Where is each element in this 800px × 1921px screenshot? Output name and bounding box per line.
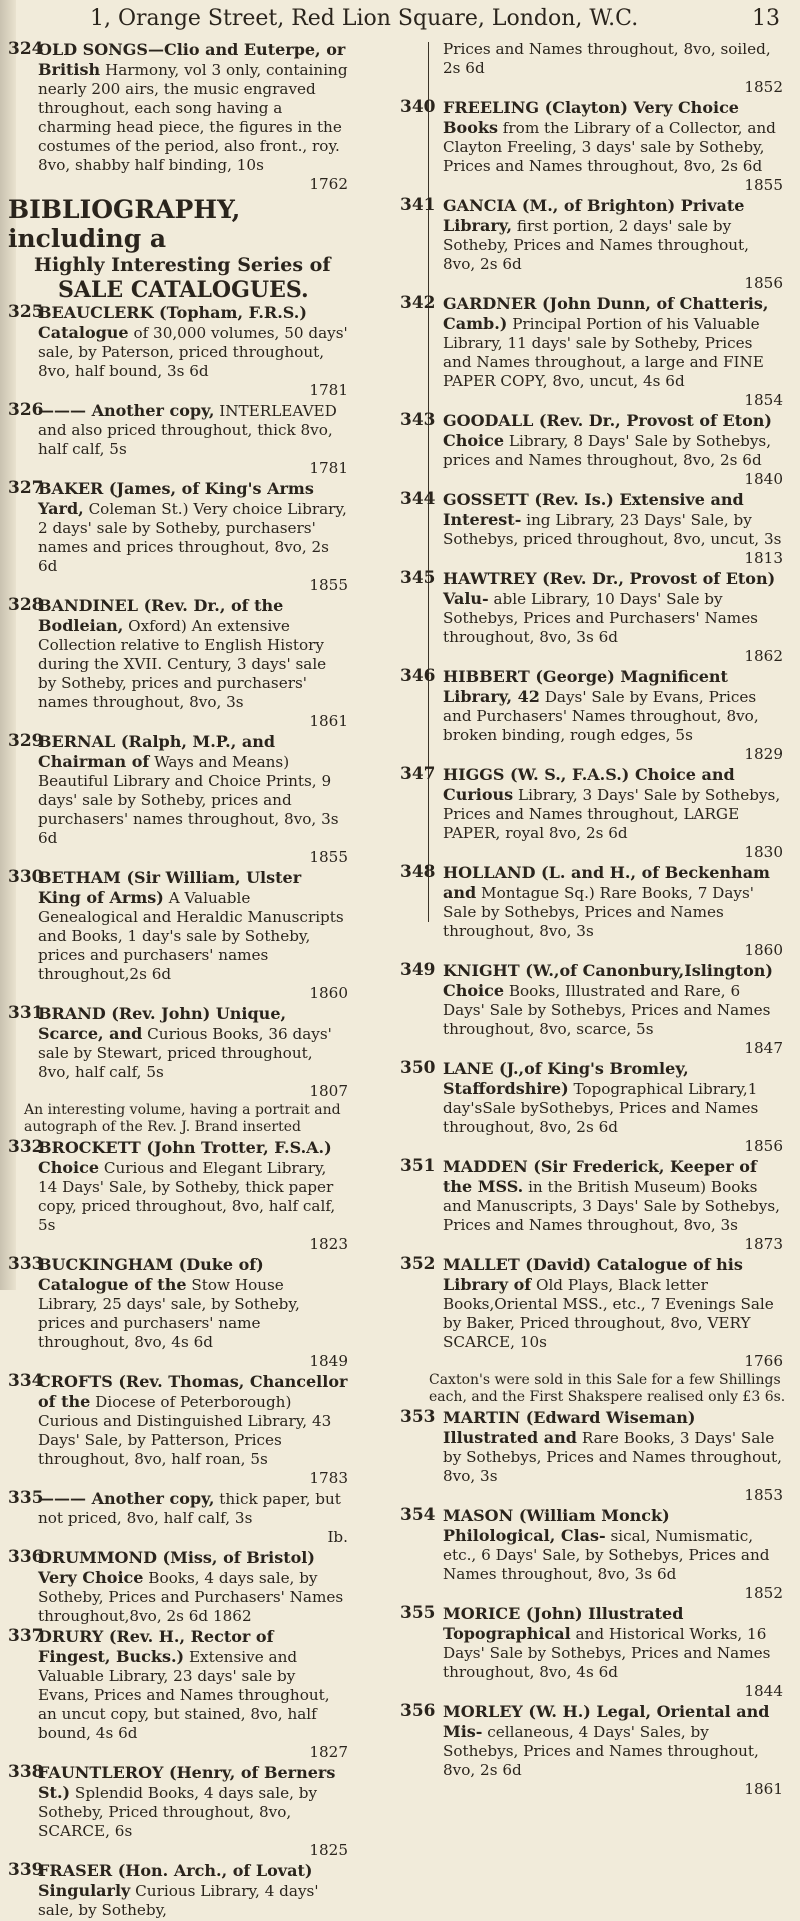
- entry-heading: HAWTREY (Rev. Dr., Provost of Eton) Valu-: [443, 569, 776, 608]
- entry-year: Ib.: [327, 1528, 348, 1546]
- catalogue-entry: [8, 732, 348, 867]
- entry-description: cellaneous, 4 Days' Sales, by Sothebys, Prices and Names throughout, 8vo, 2s 6d: [443, 1723, 759, 1779]
- catalogue-entry: [400, 666, 783, 764]
- entry-body: [443, 667, 783, 764]
- entry-description: Days' Sale by Evans, Prices and Purchasers' Names throughout, 8vo, broken binding, rough edges, 5s: [443, 688, 759, 744]
- entry-description: Rare Books, 3 Days' Sale by Sothebys, Prices and Names throughout, 8vo, 3s: [443, 1429, 782, 1485]
- entry-body: [443, 765, 783, 862]
- entry-number: 343: [400, 410, 436, 430]
- entry-heading: MARTIN (Edward Wiseman) Illustrated and: [443, 1408, 696, 1447]
- catalogue-entry: [8, 1372, 348, 1488]
- entry-heading: MORLEY (W. H.) Legal, Oriental and Mis-: [443, 1702, 770, 1741]
- catalogue-entry: [400, 1505, 783, 1603]
- entry-body: [38, 479, 348, 595]
- entry-year: 1840: [744, 470, 783, 488]
- entry-year: 1783: [309, 1469, 348, 1487]
- entry-year: 1781: [309, 381, 348, 399]
- entry-heading: ——— Another copy,: [38, 1489, 215, 1508]
- entry-year: 1852: [744, 78, 783, 96]
- entry-number: 337: [8, 1626, 44, 1646]
- entry-heading: BUCKINGHAM (Duke of) Catalogue of the: [38, 1255, 264, 1294]
- entry-number: 342: [400, 293, 436, 313]
- entry-body: [38, 1489, 348, 1547]
- page-number: 13: [752, 6, 780, 31]
- entry-description: Harmony, vol 3 only, containing nearly 200 airs, the music engraved throughout, each song having a charming head piece, the figures in the costumes of the period, also front., roy. 8vo, shabby half binding, 10s: [38, 61, 348, 174]
- entry-description: ing Library, 23 Days' Sale, by Sothebys, priced throughout, 8vo, uncut, 3s: [443, 511, 782, 548]
- entry-year: 1827: [309, 1743, 348, 1761]
- entry-number: 324: [8, 39, 44, 59]
- entry-description: Stow House Library, 25 days' sale, by Sotheby, prices and purchasers' name throughout, 8vo, 4s 6d: [38, 1276, 300, 1351]
- entry-description: from the Library of a Collector, and Clayton Freeling, 3 days' sale by Sotheby, Prices and Names throughout, 8vo, 2s 6d: [443, 119, 776, 175]
- entry-body: [443, 863, 783, 960]
- entry-heading: GOODALL (Rev. Dr., Provost of Eton) Choice: [443, 411, 772, 450]
- entry-body: [443, 196, 783, 293]
- entry-description: Ways and Means) Beautiful Library and Choice Prints, 9 days' sale by Sotheby, prices and purchasers' names throughout, 8vo, 3s 6d: [38, 753, 339, 847]
- entry-body: [443, 490, 783, 568]
- entry-year: 1854: [744, 391, 783, 409]
- entry-number: 348: [400, 862, 436, 882]
- entry-heading: MORICE (John) Illustrated Topographical: [443, 1604, 684, 1643]
- entry-heading: KNIGHT (W.,of Canonbury,Islington) Choice: [443, 961, 773, 1000]
- entry-year: 1825: [309, 1841, 348, 1859]
- entry-year: 1847: [744, 1039, 783, 1057]
- entry-heading: GARDNER (John Dunn, of Chatteris, Camb.): [443, 294, 769, 333]
- entry-heading: BAKER (James, of King's Arms Yard,: [38, 479, 314, 518]
- entry-body: [443, 98, 783, 195]
- entry-number: 328: [8, 595, 44, 615]
- entry-number: 349: [400, 960, 436, 980]
- catalogue-entry: [8, 1004, 348, 1101]
- entry-note: Caxton's were sold in this Sale for a few Shillings each, and the First Shakspere realised only £3 6s.: [429, 1372, 786, 1405]
- entry-number: 354: [400, 1505, 436, 1525]
- entry-body: [443, 1604, 783, 1701]
- entry-heading: BANDINEL (Rev. Dr., of the Bodleian,: [38, 596, 284, 635]
- entry-body: [443, 1408, 783, 1505]
- entry-body: [38, 1004, 348, 1101]
- entry-description: sical, Numismatic, etc., 6 Days' Sale, by Sothebys, Prices and Names throughout, 8vo, 3s 6d: [443, 1527, 770, 1583]
- entry-body: [443, 1702, 783, 1799]
- entry-year: 1849: [309, 1352, 348, 1370]
- entry-year: 1856: [744, 274, 783, 292]
- entry-description: A Valuable Genealogical and Heraldic Manuscripts and Books, 1 day's sale by Sotheby, prices and purchasers' names throughout,2s 6d: [38, 889, 344, 983]
- entry-number: 350: [400, 1058, 436, 1078]
- entry-description: Montague Sq.) Rare Books, 7 Days' Sale by Sothebys, Prices and Names throughout, 8vo, 3s: [443, 884, 754, 940]
- entry-heading: BEAUCLERK (Topham, F.R.S.) Catalogue: [38, 303, 307, 342]
- entry-number: 345: [400, 568, 436, 588]
- entry-heading: LANE (J.,of King's Bromley, Staffordshire): [443, 1059, 689, 1098]
- entry-body: [38, 1138, 348, 1254]
- entry-description: Books, Illustrated and Rare, 6 Days' Sale by Sothebys, Prices and Names throughout, 8vo, scarce, 5s: [443, 982, 771, 1038]
- left-column: [8, 40, 348, 1921]
- entry-description: Splendid Books, 4 days sale, by Sotheby, Priced throughout, 8vo, SCARCE, 6s: [38, 1784, 318, 1840]
- entry-heading: DRUMMOND (Miss, of Bristol) Very Choice: [38, 1548, 315, 1587]
- entry-description: Curious and Elegant Library, 14 Days' Sale, by Sotheby, thick paper copy, priced throughout, 8vo, half calf, 5s: [38, 1159, 336, 1234]
- entry-year: 1781: [309, 459, 348, 477]
- entry-body: [443, 961, 783, 1058]
- entry-description: Library, 3 Days' Sale by Sothebys, Prices and Names throughout, LARGE PAPER, royal 8vo, 2s 6d: [443, 786, 781, 842]
- entry-number: 353: [400, 1407, 436, 1427]
- entry-body: [443, 1506, 783, 1603]
- catalogue-entry: [8, 1548, 348, 1626]
- entry-body: [38, 401, 348, 478]
- catalogue-entry: [400, 960, 783, 1058]
- page-header: [90, 6, 780, 34]
- entry-heading: FRASER (Hon. Arch., of Lovat) Singularly: [38, 1861, 313, 1900]
- entry-number: 336: [8, 1547, 44, 1567]
- entry-body: [443, 294, 783, 410]
- entry-year: 1830: [744, 843, 783, 861]
- entry-year: 1813: [744, 549, 783, 567]
- catalogue-entry: [8, 1627, 348, 1762]
- catalogue-entry: [400, 410, 783, 489]
- entry-description: Curious Library, 4 days' sale, by Sotheby,: [38, 1882, 319, 1919]
- section-heading-title: BIBLIOGRAPHY, including a: [8, 195, 241, 253]
- entry-description: able Library, 10 Days' Sale by Sothebys, Prices and Purchasers' Names throughout, 8vo, 3s 6d: [443, 590, 758, 646]
- entry-year: 1862: [744, 647, 783, 665]
- entry-year: 1853: [744, 1486, 783, 1504]
- catalogue-entry: [8, 401, 348, 478]
- entry-body: [443, 411, 783, 489]
- entry-number: 351: [400, 1156, 436, 1176]
- column-divider: [428, 42, 429, 922]
- entry-number: 347: [400, 764, 436, 784]
- catalogue-entry: [400, 1058, 783, 1156]
- entry-body: [443, 1255, 783, 1371]
- entry-description: Prices and Names throughout, 8vo, soiled, 2s 6d: [443, 40, 771, 77]
- catalogue-entry: [443, 40, 783, 97]
- entry-number: 355: [400, 1603, 436, 1623]
- catalogue-entry: [8, 40, 348, 194]
- entry-heading: HIBBERT (George) Magnificent Library, 42: [443, 667, 728, 706]
- entry-body: [38, 1763, 348, 1860]
- catalogue-entry: [8, 1861, 348, 1920]
- entry-heading: MADDEN (Sir Frederick, Keeper of the MSS.: [443, 1157, 757, 1196]
- catalogue-entry: [400, 568, 783, 666]
- entry-description: thick paper, but not priced, 8vo, half calf, 3s: [38, 1490, 341, 1527]
- entry-year: 1855: [309, 576, 348, 594]
- entry-number: 344: [400, 489, 436, 509]
- entry-number: 325: [8, 302, 44, 322]
- catalogue-entry: [400, 489, 783, 568]
- entry-year: 1762: [309, 175, 348, 193]
- catalogue-entry: [8, 479, 348, 595]
- entry-body: [38, 1548, 348, 1626]
- entry-heading: DRURY (Rev. H., Rector of Fingest, Bucks.): [38, 1627, 274, 1666]
- entry-year: 1844: [744, 1682, 783, 1700]
- catalogue-entry: [8, 1763, 348, 1860]
- catalogue-entry: [8, 1489, 348, 1547]
- entry-body: [38, 732, 348, 867]
- entry-description: Principal Portion of his Valuable Library, 11 days' sale by Sotheby, Prices and Names throughout, a large and FINE PAPER COPY, 8vo, uncut, 4s 6d: [443, 315, 764, 390]
- entry-body: [38, 40, 348, 194]
- entry-description: and Historical Works, 16 Days' Sale by Sothebys, Prices and Names throughout, 8vo, 4s 6d: [443, 1625, 771, 1681]
- entry-number: 352: [400, 1254, 436, 1274]
- entry-heading: BROCKETT (John Trotter, F.S.A.) Choice: [38, 1138, 332, 1177]
- right-column: [400, 40, 786, 1800]
- entry-description: Curious Books, 36 days' sale by Stewart, priced throughout, 8vo, half calf, 5s: [38, 1025, 332, 1081]
- entry-number: 327: [8, 478, 44, 498]
- entry-number: 330: [8, 867, 44, 887]
- entry-body: [38, 303, 348, 400]
- entry-heading: BERNAL (Ralph, M.P., and Chairman of: [38, 732, 276, 771]
- entry-description: INTERLEAVED and also priced throughout, thick 8vo, half calf, 5s: [38, 402, 337, 458]
- entry-description: Topographical Library,1 day'sSale bySothebys, Prices and Names throughout, 8vo, 2s 6d: [443, 1080, 759, 1136]
- entry-heading: MASON (William Monck) Philological, Clas-: [443, 1506, 670, 1545]
- entry-heading: BETHAM (Sir William, Ulster King of Arms): [38, 868, 302, 907]
- entry-note: An interesting volume, having a portrait and autograph of the Rev. J. Brand inserted: [24, 1102, 341, 1135]
- entry-number: 341: [400, 195, 436, 215]
- entry-body: [443, 1157, 783, 1254]
- catalogue-entry: [400, 1156, 783, 1254]
- entry-description: Library, 8 Days' Sale by Sothebys, prices and Names throughout, 8vo, 2s 6d: [443, 432, 772, 469]
- entry-heading: OLD SONGS—Clio and Euterpe, or British: [38, 40, 346, 79]
- entry-year: 1860: [309, 984, 348, 1002]
- entry-body: [38, 596, 348, 731]
- entry-year: 1873: [744, 1235, 783, 1253]
- entry-heading: FAUNTLEROY (Henry, of Berners St.): [38, 1763, 336, 1802]
- entry-number: 346: [400, 666, 436, 686]
- entry-body: [443, 40, 783, 97]
- entry-description: Extensive and Valuable Library, 23 days' sale by Evans, Prices and Names throughout, an uncut copy, but stained, 8vo, half bound, 4s 6d: [38, 1648, 330, 1742]
- header-title: 1, Orange Street, Red Lion Square, London, W.C.: [90, 6, 639, 31]
- entry-body: [38, 1861, 348, 1920]
- catalogue-entry: [400, 764, 783, 862]
- entry-year: 1829: [744, 745, 783, 763]
- entry-description: of 30,000 volumes, 50 days' sale, by Paterson, priced throughout, 8vo, half bound, 3s 6d: [38, 324, 348, 380]
- entry-heading: CROFTS (Rev. Thomas, Chancellor of the: [38, 1372, 348, 1411]
- section-heading-subtitle-2: SALE CATALOGUES.: [58, 277, 309, 303]
- entry-description: Coleman St.) Very choice Library, 2 days' sale by Sotheby, purchasers' names and prices throughout, 8vo, 2s 6d: [38, 500, 347, 575]
- entry-heading: HOLLAND (L. and H., of Beckenham and: [443, 863, 770, 902]
- entry-number: 338: [8, 1762, 44, 1782]
- catalogue-entry: [8, 1255, 348, 1371]
- entry-number: 331: [8, 1003, 44, 1023]
- entry-number: 332: [8, 1137, 44, 1157]
- entry-body: [38, 1372, 348, 1488]
- entry-number: 356: [400, 1701, 436, 1721]
- catalogue-entry: [8, 303, 348, 400]
- entry-body: [38, 868, 348, 1003]
- catalogue-entry: [8, 1138, 348, 1254]
- entry-year: 1856: [744, 1137, 783, 1155]
- catalogue-entry: [8, 596, 348, 731]
- entry-year: 1861: [744, 1780, 783, 1798]
- catalogue-entry: [400, 862, 783, 960]
- entry-number: 326: [8, 400, 44, 420]
- catalogue-entry: [400, 1254, 783, 1371]
- catalogue-entry: [400, 195, 783, 293]
- entry-year: 1823: [309, 1235, 348, 1253]
- entry-description: Old Plays, Black letter Books,Oriental MSS., etc., 7 Evenings Sale by Baker, Priced throughout, 8vo, VERY SCARCE, 10s: [443, 1276, 774, 1351]
- entry-heading: MALLET (David) Catalogue of his Library of: [443, 1255, 743, 1294]
- entry-year: 1855: [309, 848, 348, 866]
- section-heading: [8, 195, 348, 303]
- entry-number: 339: [8, 1860, 44, 1880]
- entry-number: 340: [400, 97, 436, 117]
- entry-heading: GANCIA (M., of Brighton) Private Library,: [443, 196, 745, 235]
- catalogue-entry: [400, 1701, 783, 1799]
- entry-year: 1861: [309, 712, 348, 730]
- entry-heading: FREELING (Clayton) Very Choice Books: [443, 98, 739, 137]
- catalogue-entry: [400, 1407, 783, 1505]
- entry-description: first portion, 2 days' sale by Sotheby, Prices and Names throughout, 8vo, 2s 6d: [443, 217, 749, 273]
- entry-description: Books, 4 days sale, by Sotheby, Prices and Purchasers' Names throughout,8vo, 2s 6d 1862: [38, 1569, 344, 1625]
- entry-year: 1766: [744, 1352, 783, 1370]
- entry-number: 333: [8, 1254, 44, 1274]
- catalogue-entry: [400, 293, 783, 410]
- entry-body: [443, 569, 783, 666]
- catalogue-entry: [400, 97, 783, 195]
- entry-number: 334: [8, 1371, 44, 1391]
- entry-year: 1860: [744, 941, 783, 959]
- entry-number: 335: [8, 1488, 44, 1508]
- entry-year: 1855: [744, 176, 783, 194]
- entry-year: 1807: [309, 1082, 348, 1100]
- entry-body: [38, 1255, 348, 1371]
- entry-heading: GOSSETT (Rev. Is.) Extensive and Interest-: [443, 490, 744, 529]
- entry-year: 1852: [744, 1584, 783, 1602]
- entry-description: in the British Museum) Books and Manuscripts, 3 Days' Sale by Sothebys, Prices and Names throughout, 8vo, 3s: [443, 1178, 780, 1234]
- section-heading-subtitle: Highly Interesting Series of: [34, 254, 331, 276]
- entry-heading: BRAND (Rev. John) Unique, Scarce, and: [38, 1004, 287, 1043]
- entry-number: 329: [8, 731, 44, 751]
- catalogue-entry: [8, 868, 348, 1003]
- entry-description: Diocese of Peterborough) Curious and Distinguished Library, 43 Days' Sale, by Patterson, Prices throughout, 8vo, half roan, 5s: [38, 1393, 332, 1468]
- entry-description: Oxford) An extensive Collection relative to English History during the XVII. Century, 3 days' sale by Sotheby, prices and purchasers' names throughout, 8vo, 3s: [38, 617, 327, 711]
- entry-heading: HIGGS (W. S., F.A.S.) Choice and Curious: [443, 765, 735, 804]
- entry-body: [38, 1627, 348, 1762]
- entry-body: [443, 1059, 783, 1156]
- entry-heading: ——— Another copy,: [38, 401, 215, 420]
- catalogue-entry: [400, 1603, 783, 1701]
